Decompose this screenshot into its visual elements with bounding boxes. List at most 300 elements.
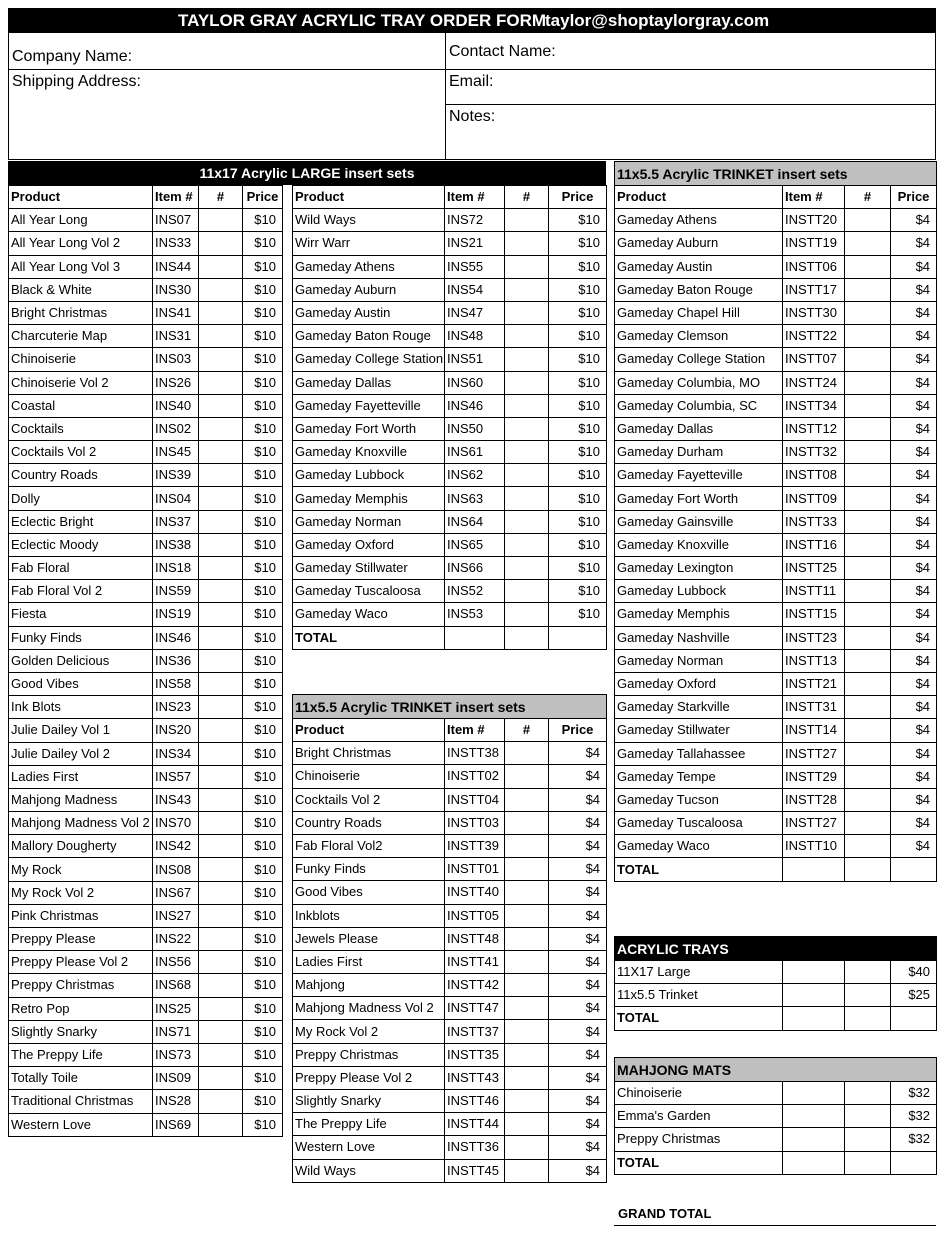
product-name: Bright Christmas xyxy=(9,301,153,324)
column-header-product: Product xyxy=(615,186,783,209)
quantity-input[interactable] xyxy=(199,881,243,904)
quantity-input[interactable] xyxy=(845,417,891,440)
product-row xyxy=(293,464,607,487)
quantity-input[interactable] xyxy=(505,417,549,440)
product-row xyxy=(9,510,283,533)
quantity-input[interactable] xyxy=(199,626,243,649)
quantity-input[interactable] xyxy=(505,209,549,232)
quantity-input[interactable] xyxy=(845,533,891,556)
product-row xyxy=(293,348,607,371)
item-number: INSTT11 xyxy=(783,580,845,603)
quantity-input[interactable] xyxy=(845,812,891,835)
product-name: Eclectic Moody xyxy=(9,533,153,556)
quantity-input[interactable] xyxy=(505,1159,549,1182)
column-header-qty: # xyxy=(505,719,549,742)
email-field[interactable]: Email: xyxy=(449,73,494,90)
quantity-input[interactable] xyxy=(845,649,891,672)
price: $10 xyxy=(243,278,283,301)
price: $10 xyxy=(549,557,607,580)
quantity-input[interactable] xyxy=(505,394,549,417)
price: $10 xyxy=(243,232,283,255)
quantity-input[interactable] xyxy=(845,1105,891,1128)
price: $4 xyxy=(891,557,937,580)
product-row xyxy=(293,533,607,556)
price: $4 xyxy=(891,232,937,255)
quantity-input[interactable] xyxy=(845,209,891,232)
quantity-input[interactable] xyxy=(845,464,891,487)
total-row xyxy=(615,1007,937,1030)
quantity-input[interactable] xyxy=(505,371,549,394)
product-name: Western Love xyxy=(293,1136,445,1159)
trinket-inserts-table-right xyxy=(614,161,937,882)
quantity-input[interactable] xyxy=(199,325,243,348)
quantity-input[interactable] xyxy=(845,835,891,858)
product-name: Gameday Columbia, SC xyxy=(615,394,783,417)
quantity-input[interactable] xyxy=(845,301,891,324)
product-row xyxy=(9,348,283,371)
quantity-input[interactable] xyxy=(505,881,549,904)
product-name: Funky Finds xyxy=(9,626,153,649)
price: $4 xyxy=(549,765,607,788)
product-row xyxy=(293,325,607,348)
quantity-input[interactable] xyxy=(505,950,549,973)
product-row xyxy=(293,950,607,973)
quantity-input[interactable] xyxy=(199,649,243,672)
contact-name-field[interactable]: Contact Name: xyxy=(449,43,556,60)
item-number: INS64 xyxy=(445,510,505,533)
quantity-input[interactable] xyxy=(845,325,891,348)
product-name: Mahjong Madness Vol 2 xyxy=(293,997,445,1020)
quantity-input[interactable] xyxy=(505,510,549,533)
product-name: 11x5.5 Trinket xyxy=(615,984,783,1007)
price: $10 xyxy=(243,742,283,765)
item-number: INS62 xyxy=(445,464,505,487)
product-row xyxy=(293,371,607,394)
product-row xyxy=(615,812,937,835)
price: $4 xyxy=(891,835,937,858)
price: $10 xyxy=(243,557,283,580)
section-header-row xyxy=(615,937,937,961)
total-qty[interactable] xyxy=(845,1007,891,1030)
product-row xyxy=(9,533,283,556)
total-label: TOTAL xyxy=(615,858,783,881)
product-row xyxy=(615,464,937,487)
product-row xyxy=(293,858,607,881)
product-row xyxy=(615,255,937,278)
item-number: INS51 xyxy=(445,348,505,371)
product-row xyxy=(615,557,937,580)
section-title: 11x5.5 Acrylic TRINKET insert sets xyxy=(615,162,937,186)
quantity-input[interactable] xyxy=(505,834,549,857)
quantity-input[interactable] xyxy=(505,904,549,927)
item-number: INS27 xyxy=(153,904,199,927)
price: $4 xyxy=(891,649,937,672)
quantity-input[interactable] xyxy=(199,835,243,858)
quantity-input[interactable] xyxy=(199,301,243,324)
item-number: INSTT12 xyxy=(783,417,845,440)
quantity-input[interactable] xyxy=(199,719,243,742)
quantity-input[interactable] xyxy=(199,371,243,394)
quantity-input[interactable] xyxy=(845,557,891,580)
quantity-input[interactable] xyxy=(845,765,891,788)
item-number: INSTT06 xyxy=(783,255,845,278)
quantity-input[interactable] xyxy=(199,441,243,464)
product-row xyxy=(9,417,283,440)
quantity-input[interactable] xyxy=(505,278,549,301)
quantity-input[interactable] xyxy=(505,974,549,997)
quantity-input[interactable] xyxy=(199,1113,243,1136)
product-name: Gameday Waco xyxy=(293,603,445,626)
item-number: INSTT44 xyxy=(445,1113,505,1136)
quantity-input[interactable] xyxy=(845,278,891,301)
quantity-input[interactable] xyxy=(845,487,891,510)
quantity-input[interactable] xyxy=(845,1128,891,1151)
product-row xyxy=(615,580,937,603)
quantity-input[interactable] xyxy=(505,232,549,255)
total-qty[interactable] xyxy=(845,1151,891,1174)
item-number: INSTT19 xyxy=(783,232,845,255)
quantity-input[interactable] xyxy=(505,742,549,765)
quantity-input[interactable] xyxy=(199,672,243,695)
total-label: TOTAL xyxy=(615,1007,783,1030)
item-number: INS02 xyxy=(153,417,199,440)
quantity-input[interactable] xyxy=(199,858,243,881)
quantity-input[interactable] xyxy=(845,603,891,626)
quantity-input[interactable] xyxy=(845,394,891,417)
product-name: Gameday Norman xyxy=(293,510,445,533)
product-row xyxy=(9,1090,283,1113)
price: $10 xyxy=(243,812,283,835)
product-name: Western Love xyxy=(9,1113,153,1136)
product-row xyxy=(615,417,937,440)
product-row xyxy=(9,232,283,255)
product-row xyxy=(293,881,607,904)
product-name: Mahjong Madness Vol 2 xyxy=(9,812,153,835)
item-number: INS52 xyxy=(445,580,505,603)
product-name: Traditional Christmas xyxy=(9,1090,153,1113)
quantity-input[interactable] xyxy=(199,997,243,1020)
quantity-input[interactable] xyxy=(845,1082,891,1105)
quantity-input[interactable] xyxy=(199,812,243,835)
quantity-input[interactable] xyxy=(505,301,549,324)
quantity-input[interactable] xyxy=(505,1113,549,1136)
quantity-input[interactable] xyxy=(199,232,243,255)
item-number: INSTT07 xyxy=(783,348,845,371)
item-number: INS46 xyxy=(153,626,199,649)
trinket-inserts-table-mid xyxy=(292,694,607,1183)
quantity-input[interactable] xyxy=(845,371,891,394)
quantity-input[interactable] xyxy=(845,441,891,464)
product-name: Gameday Stillwater xyxy=(293,557,445,580)
quantity-input[interactable] xyxy=(505,533,549,556)
product-row xyxy=(293,603,607,626)
quantity-input[interactable] xyxy=(199,278,243,301)
item-number: INSTT31 xyxy=(783,696,845,719)
product-row xyxy=(615,278,937,301)
column-header-qty: # xyxy=(505,186,549,209)
product-name: Mahjong xyxy=(293,974,445,997)
quantity-input[interactable] xyxy=(845,719,891,742)
price: $10 xyxy=(243,371,283,394)
product-name: The Preppy Life xyxy=(9,1043,153,1066)
product-row xyxy=(615,626,937,649)
quantity-input[interactable] xyxy=(199,742,243,765)
item-number: INS59 xyxy=(153,580,199,603)
quantity-input[interactable] xyxy=(199,417,243,440)
quantity-input[interactable] xyxy=(199,464,243,487)
product-row xyxy=(293,487,607,510)
quantity-input[interactable] xyxy=(845,626,891,649)
product-row xyxy=(293,1136,607,1159)
product-name: My Rock Vol 2 xyxy=(9,881,153,904)
quantity-input[interactable] xyxy=(199,696,243,719)
quantity-input[interactable] xyxy=(199,951,243,974)
item-number: INS54 xyxy=(445,278,505,301)
product-name: Jewels Please xyxy=(293,927,445,950)
quantity-input[interactable] xyxy=(845,788,891,811)
product-name: Gameday Baton Rouge xyxy=(293,325,445,348)
quantity-input[interactable] xyxy=(199,788,243,811)
total-qty[interactable] xyxy=(845,858,891,881)
quantity-input[interactable] xyxy=(199,1067,243,1090)
column-header-product: Product xyxy=(293,186,445,209)
quantity-input[interactable] xyxy=(199,974,243,997)
product-row xyxy=(293,788,607,811)
section-title: MAHJONG MATS xyxy=(615,1058,937,1082)
quantity-input[interactable] xyxy=(505,1066,549,1089)
price: $10 xyxy=(549,232,607,255)
item-number: INS44 xyxy=(153,255,199,278)
product-row xyxy=(293,255,607,278)
price: $4 xyxy=(549,950,607,973)
quantity-input[interactable] xyxy=(845,510,891,533)
price: $4 xyxy=(549,997,607,1020)
price: $10 xyxy=(549,417,607,440)
item-number: INSTT35 xyxy=(445,1043,505,1066)
quantity-input[interactable] xyxy=(505,997,549,1020)
product-row xyxy=(293,1020,607,1043)
price: $10 xyxy=(243,209,283,232)
item-number: INSTT05 xyxy=(445,904,505,927)
product-name: Preppy Please Vol 2 xyxy=(9,951,153,974)
product-row xyxy=(615,1128,937,1151)
price: $32 xyxy=(891,1105,937,1128)
price: $4 xyxy=(549,1090,607,1113)
product-row xyxy=(615,603,937,626)
price: $10 xyxy=(243,1067,283,1090)
quantity-input[interactable] xyxy=(199,904,243,927)
product-name: Ink Blots xyxy=(9,696,153,719)
price: $10 xyxy=(243,417,283,440)
price: $4 xyxy=(549,811,607,834)
quantity-input[interactable] xyxy=(845,348,891,371)
item-number: INSTT16 xyxy=(783,533,845,556)
price: $4 xyxy=(549,788,607,811)
item-number: INSTT41 xyxy=(445,950,505,973)
quantity-input[interactable] xyxy=(845,672,891,695)
quantity-input[interactable] xyxy=(505,1020,549,1043)
quantity-input[interactable] xyxy=(199,394,243,417)
column-header-product: Product xyxy=(293,719,445,742)
quantity-input[interactable] xyxy=(505,858,549,881)
product-name: Gameday Chapel Hill xyxy=(615,301,783,324)
item-number: INS36 xyxy=(153,649,199,672)
product-row xyxy=(293,811,607,834)
product-name: Gameday Norman xyxy=(615,649,783,672)
price: $10 xyxy=(243,325,283,348)
item-number: INS38 xyxy=(153,533,199,556)
product-name: All Year Long Vol 2 xyxy=(9,232,153,255)
item-number: INS67 xyxy=(153,881,199,904)
quantity-input[interactable] xyxy=(845,232,891,255)
price: $10 xyxy=(243,1113,283,1136)
product-name: Gameday Durham xyxy=(615,441,783,464)
product-name: All Year Long Vol 3 xyxy=(9,255,153,278)
price: $10 xyxy=(549,325,607,348)
grand-total: GRAND TOTAL xyxy=(614,1202,936,1226)
quantity-input[interactable] xyxy=(199,557,243,580)
product-name: Gameday Columbia, MO xyxy=(615,371,783,394)
product-name: Gameday Tucson xyxy=(615,788,783,811)
item-number: INSTT47 xyxy=(445,997,505,1020)
product-name: Gameday Tempe xyxy=(615,765,783,788)
item-number: INSTT28 xyxy=(783,788,845,811)
item-number: INSTT15 xyxy=(783,603,845,626)
item-number: INS69 xyxy=(153,1113,199,1136)
column-header-item: Item # xyxy=(783,186,845,209)
notes-field[interactable]: Notes: xyxy=(449,108,496,125)
quantity-input[interactable] xyxy=(505,1090,549,1113)
quantity-input[interactable] xyxy=(845,255,891,278)
quantity-input[interactable] xyxy=(505,464,549,487)
item-number: INS37 xyxy=(153,510,199,533)
item-number: INS45 xyxy=(153,441,199,464)
price: $32 xyxy=(891,1082,937,1105)
item-number: INSTT10 xyxy=(783,835,845,858)
product-name: Dolly xyxy=(9,487,153,510)
customer-info-block xyxy=(8,33,936,160)
quantity-input[interactable] xyxy=(199,510,243,533)
quantity-input[interactable] xyxy=(199,580,243,603)
product-name: Funky Finds xyxy=(293,858,445,881)
product-name: Gameday Oxford xyxy=(293,533,445,556)
quantity-input[interactable] xyxy=(505,557,549,580)
quantity-input[interactable] xyxy=(199,1043,243,1066)
product-row xyxy=(9,580,283,603)
quantity-input[interactable] xyxy=(845,580,891,603)
quantity-input[interactable] xyxy=(505,325,549,348)
quantity-input[interactable] xyxy=(199,603,243,626)
quantity-input[interactable] xyxy=(505,927,549,950)
quantity-input[interactable] xyxy=(505,603,549,626)
item-number: INS09 xyxy=(153,1067,199,1090)
quantity-input[interactable] xyxy=(505,1136,549,1159)
company-name-field[interactable]: Company Name: xyxy=(12,48,133,65)
column-header-row xyxy=(293,719,607,742)
product-row xyxy=(293,1159,607,1182)
quantity-input[interactable] xyxy=(505,788,549,811)
shipping-address-field[interactable]: Shipping Address: xyxy=(12,73,141,90)
quantity-input[interactable] xyxy=(199,928,243,951)
form-title: TAYLOR GRAY ACRYLIC TRAY ORDER FORM xyxy=(178,10,547,30)
quantity-input[interactable] xyxy=(199,487,243,510)
price: $10 xyxy=(243,441,283,464)
quantity-input[interactable] xyxy=(199,209,243,232)
item-number: INSTT27 xyxy=(783,742,845,765)
product-row xyxy=(9,603,283,626)
quantity-input[interactable] xyxy=(199,1090,243,1113)
price: $4 xyxy=(549,1066,607,1089)
price: $10 xyxy=(549,487,607,510)
column-header-row xyxy=(293,186,607,209)
quantity-input[interactable] xyxy=(199,533,243,556)
price: $10 xyxy=(549,510,607,533)
quantity-input[interactable] xyxy=(199,765,243,788)
product-row xyxy=(9,1113,283,1136)
item-number: INSTT27 xyxy=(783,812,845,835)
contact-email[interactable]: taylor@shoptaylorgray.com xyxy=(545,10,770,30)
price: $4 xyxy=(891,533,937,556)
quantity-input[interactable] xyxy=(505,580,549,603)
quantity-input[interactable] xyxy=(845,742,891,765)
item-number: INSTT34 xyxy=(783,394,845,417)
product-row xyxy=(293,1066,607,1089)
product-row xyxy=(293,1090,607,1113)
item-number: INS08 xyxy=(153,858,199,881)
item-number: INS66 xyxy=(445,557,505,580)
quantity-input[interactable] xyxy=(845,961,891,984)
price: $4 xyxy=(891,580,937,603)
quantity-input[interactable] xyxy=(845,984,891,1007)
product-name: Gameday College Station xyxy=(293,348,445,371)
item-number: INSTT03 xyxy=(445,811,505,834)
product-name: Gameday Tuscaloosa xyxy=(293,580,445,603)
price: $4 xyxy=(549,881,607,904)
product-row xyxy=(615,984,937,1007)
quantity-input[interactable] xyxy=(505,765,549,788)
price: $10 xyxy=(243,580,283,603)
section-header-row xyxy=(293,695,607,719)
quantity-input[interactable] xyxy=(505,441,549,464)
product-row xyxy=(9,278,283,301)
product-row xyxy=(9,719,283,742)
column-header-qty: # xyxy=(199,186,243,209)
product-name: Ladies First xyxy=(293,950,445,973)
product-row xyxy=(9,742,283,765)
quantity-input[interactable] xyxy=(505,487,549,510)
quantity-input[interactable] xyxy=(505,1043,549,1066)
price: $4 xyxy=(891,417,937,440)
product-row xyxy=(9,974,283,997)
quantity-input[interactable] xyxy=(505,255,549,278)
product-row xyxy=(9,441,283,464)
item-number: INS73 xyxy=(153,1043,199,1066)
price: $4 xyxy=(891,325,937,348)
item-number xyxy=(783,1082,845,1105)
quantity-input[interactable] xyxy=(199,348,243,371)
quantity-input[interactable] xyxy=(199,255,243,278)
product-row xyxy=(293,557,607,580)
quantity-input[interactable] xyxy=(845,696,891,719)
quantity-input[interactable] xyxy=(505,348,549,371)
quantity-input[interactable] xyxy=(199,1020,243,1043)
quantity-input[interactable] xyxy=(505,811,549,834)
total-qty[interactable] xyxy=(505,626,549,649)
product-row xyxy=(615,788,937,811)
product-name: Gameday Fort Worth xyxy=(615,487,783,510)
product-name: Gameday Fayetteville xyxy=(293,394,445,417)
product-name: Fab Floral Vol2 xyxy=(293,834,445,857)
